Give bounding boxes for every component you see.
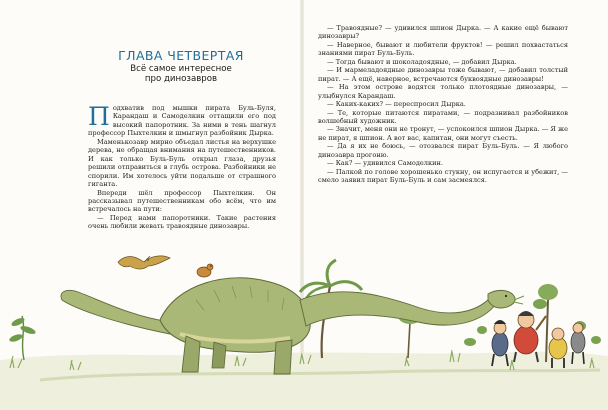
chapter-title: ГЛАВА ЧЕТВЕРТАЯ [118,48,244,63]
paragraph: Впереди шёл профессор Пыхтелкин. Он рассказывал путешественникам обо всём, что им встречалось на пути: [88,188,276,214]
dinosaur-neck [300,292,496,326]
chapter-subtitle [96,64,266,84]
small-creature-icon [197,264,213,277]
paragraph: — И мармеладоядные динозавры тоже бывают, — добавил толстый пират. — А ещё, наверное, встречаются буквоядные динозавры! [318,66,568,83]
paragraph: — Как? — удивился Самоделкин. [327,159,443,168]
paragraph: Маменькозавр мирно объедал листья на верхушке дерева, не обращая внимания на путешественников. И как только Буль-Буль открыл глаза, друзья решили отправиться в глубь острова. Разбойники не спорили. Им хотелось уйти подальше от страшного гиганта. [88,137,276,189]
paragraph: — Тогда бывают и шоколадоядные, — добавил Дырка. [327,57,517,66]
drop-cap: П [88,102,110,131]
chapter-subtitle-line-2: про динозавров [144,74,218,84]
paragraph: — Палкой по голове хорошенько стукну, он испугается и убежит, — смело заявил пират Буль-Буль и сам засмеялся. [318,167,568,185]
paragraph: — На этом острове водятся только плотоядные динозавры, — улыбнулся Карандаш. [318,83,568,100]
plant-left [8,316,36,360]
left-page-text [88,104,276,231]
dinosaur-illustration [0,230,608,410]
paragraph-text: одхватив под мышки пирата Буль-Буля, Карандаш и Самоделкин оттащили его под высокий папоротник. За ними в тень шагнул профессор Пыхтелкин и шмыгнул разбойник Дырка. [88,104,276,138]
dinosaur-head [488,290,515,308]
right-page-text [318,24,568,185]
paragraph: — Да я их не боюсь, — отозвался пират Буль-Буль. — Я любого динозавра прогоню. [318,142,568,159]
paragraph: — Значит, меня они не тронут, — успокоился шпион Дырка. — Я же не пират, я шпион. А вот вас, капитан, они могут съесть. [318,125,568,142]
ground [0,351,608,410]
dinosaur-leg-front [274,340,292,374]
paragraph: — Перед нами папоротники. Такие растения очень любили жевать травоядные динозавры. [88,213,276,231]
paragraph: — Каких-каких? — переспросил Дырка. [327,100,466,109]
dinosaur-tail [61,290,170,334]
pterodactyl-icon [118,256,170,269]
chapter-subtitle-line-1: Всё самое интересное [130,64,232,74]
paragraph: — Травоядные? — удивился шпион Дырка. — А какие ещё бывают динозавры? [318,24,568,41]
paragraph: — Наверное, бывают и любители фруктов! — решил похвастаться знаниями пират Буль-Буль. [318,40,568,58]
paragraph: — Те, которые питаются пиратами, — подразнивал разбойников волшебный художник. [318,108,568,125]
paragraph [88,104,276,138]
